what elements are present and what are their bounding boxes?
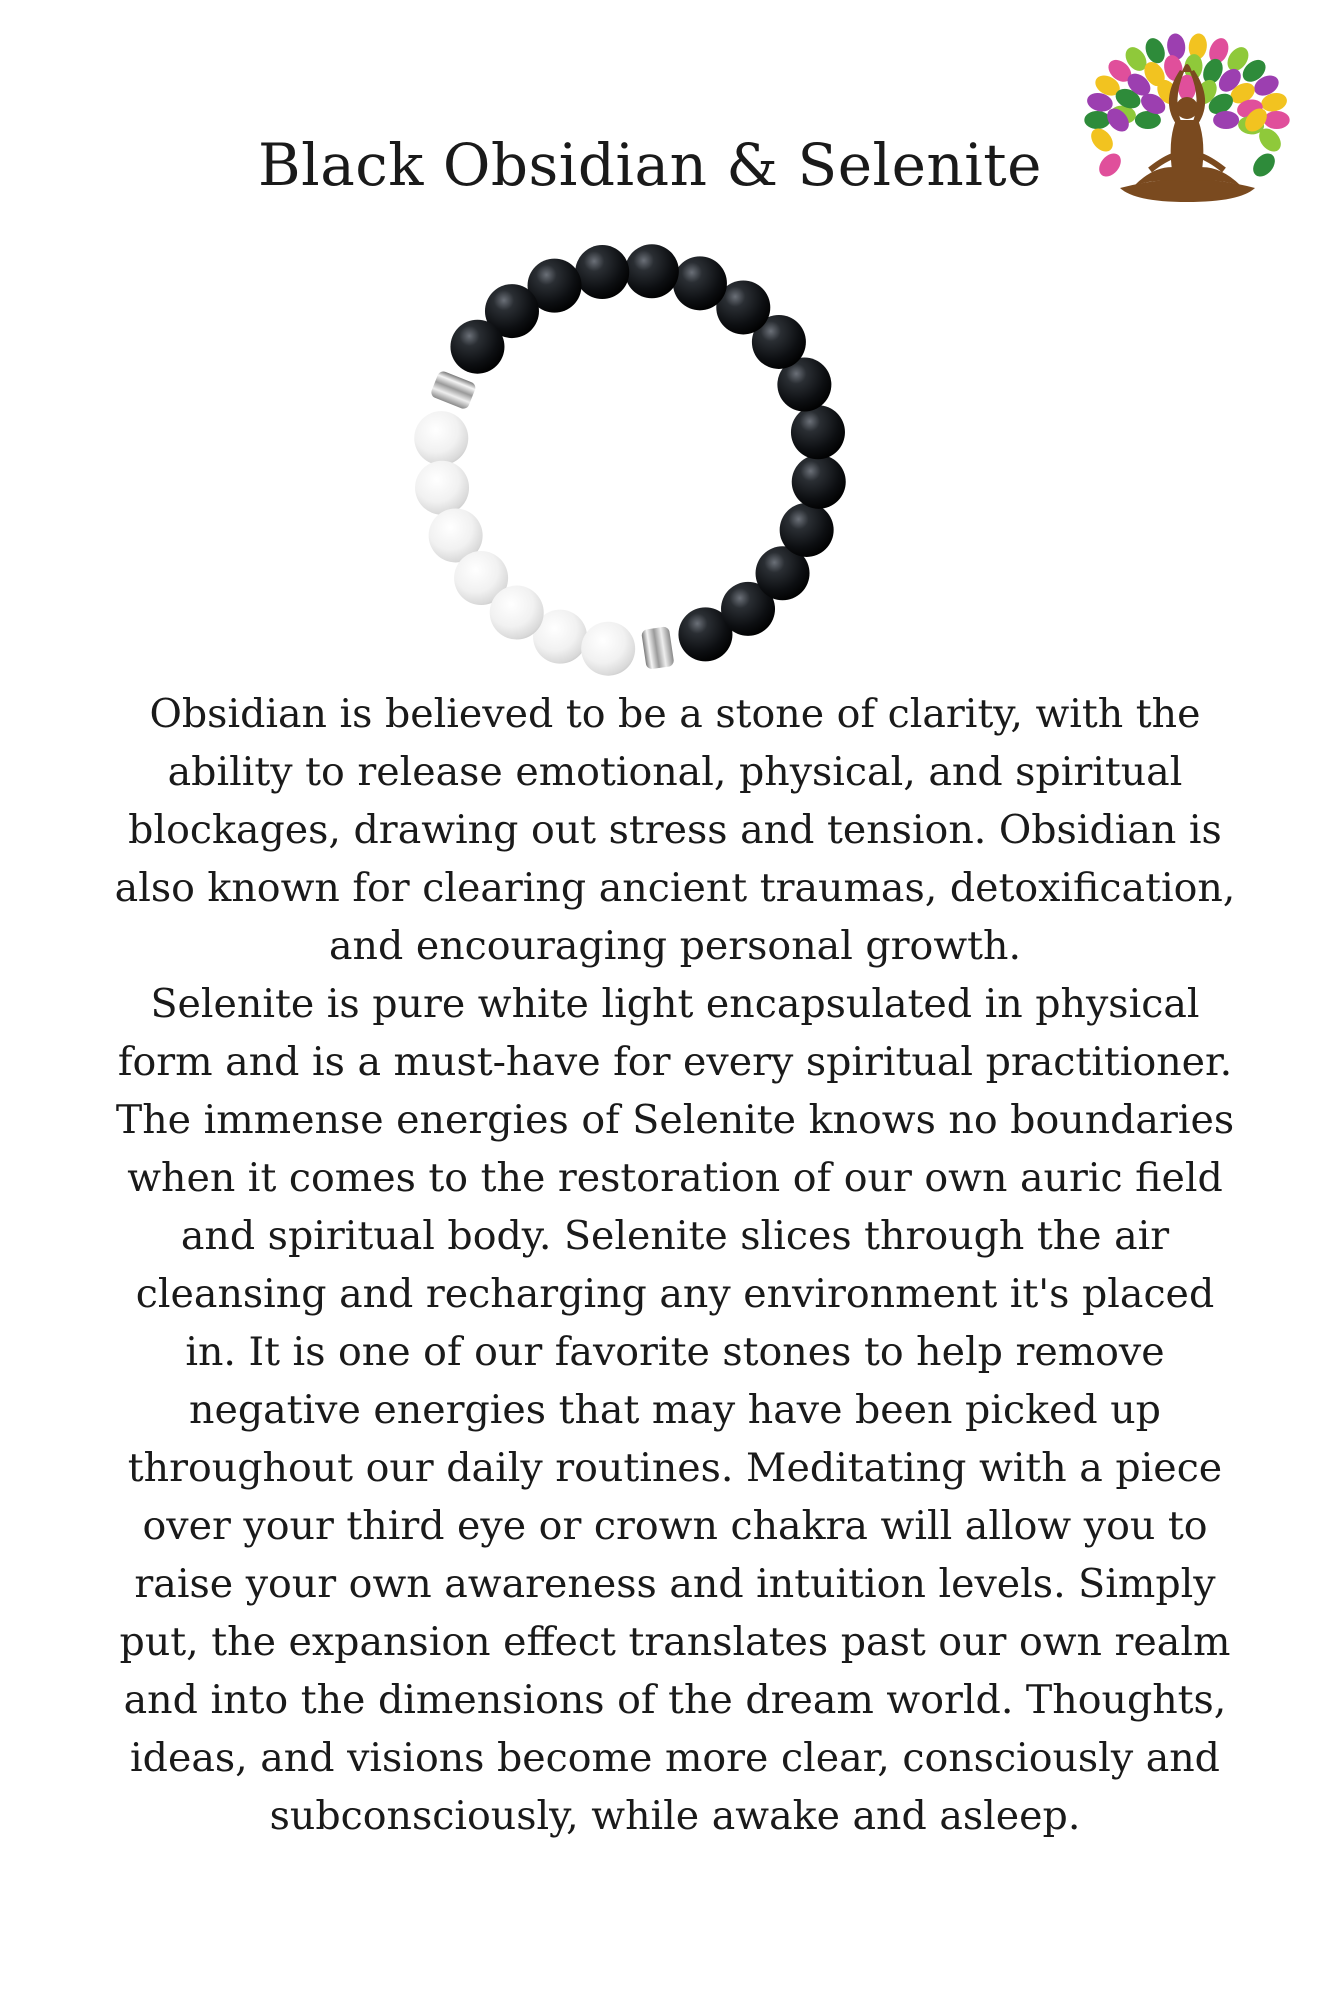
page-title: Black Obsidian & Selenite [258,131,1042,199]
obsidian-bead [791,405,845,459]
obsidian-bead [450,320,504,374]
selenite-paragraph: Selenite is pure white light encapsulated in physical form and is a must-have for every spiritual practitioner. The immense energies of Selenite knows no boundaries when it comes to the restoration of our own auric field and spiritual body. Selenite slices through the air cleansing and recharging any environment it's placed in. It is one of our favorite stones to help remove negative energies that may have been picked up throughout our daily routines. Meditating with a piece over your third eye or crown chakra will allow you to raise your own awareness and intuition levels. Simply put, the expansion effect translates past our own realm and into the dimensions of the dream world. Thoughts, ideas, and visions become more clear, consciously and subconsciously, while awake and asleep. [115,981,1235,1839]
selenite-bead [581,622,635,676]
spacer-bead [641,626,675,670]
obsidian-bead [792,455,846,509]
leaf-icon [1084,111,1110,129]
obsidian-bead [780,503,834,557]
obsidian-bead [673,256,727,310]
bracelet-icon [380,230,880,700]
obsidian-bead [575,245,629,299]
obsidian-paragraph: Obsidian is believed to be a stone of clarity, with the ability to release emotional, physical, and spiritual blockages, drawing out stress and tension. Obsidian is also known for clearing ancient traumas, detoxification, and encouraging personal growth. [114,691,1236,969]
selenite-bead [490,586,544,640]
description [110,685,1240,1845]
selenite-bead [415,461,469,515]
leaf-icon [1213,111,1239,129]
selenite-bead [414,411,468,465]
spacer-bead [430,370,477,411]
leaf-icon [1264,111,1290,129]
obsidian-bead [625,244,679,298]
